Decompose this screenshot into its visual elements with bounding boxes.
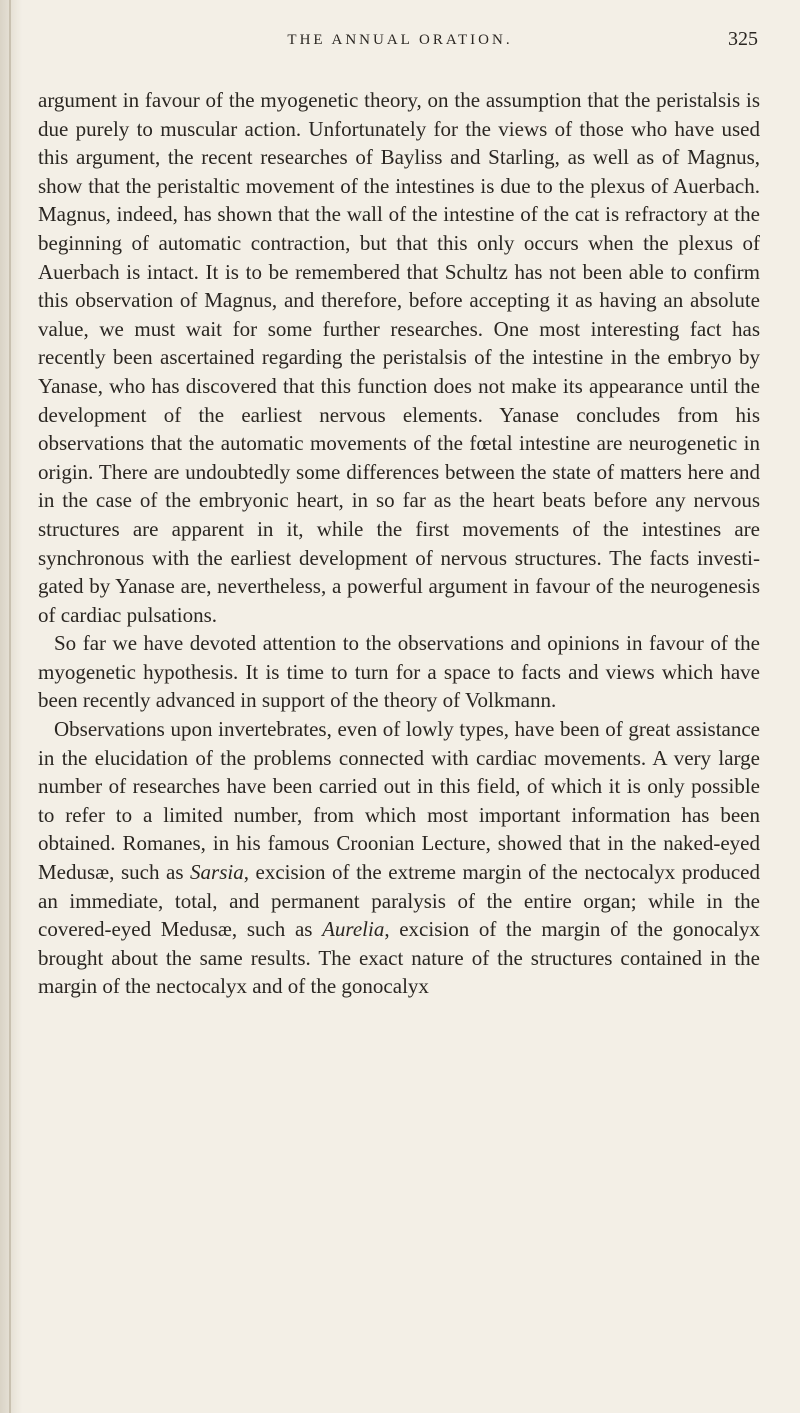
page-gutter-shadow xyxy=(0,0,22,1413)
page-header xyxy=(0,16,800,66)
paragraph-3-part-b: , excision of the extreme margin of the nectocalyx produced an immediate, total, and permanent paralysis of the entire organ; while in the covered-eyed Medusæ, such as xyxy=(38,860,760,942)
paragraph-3-part-c: , excision of the margin of the gonocalyx brought about the same results. The exact nature of the structures contained in the margin of the nectocalyx and of the gonocalyx xyxy=(38,917,761,999)
genus-sarsia: Sarsia xyxy=(190,860,244,885)
running-head: THE ANNUAL ORATION. xyxy=(287,32,513,48)
paragraph-2: So far we have devoted attention to the observations and opinions in favour of the myogenetic hypothesis. It is time to turn for a space to facts and views which have been recently advanced in support of the theory of Volkmann. xyxy=(38,631,760,713)
body-text xyxy=(38,86,760,1001)
binding-edge xyxy=(9,0,11,1413)
genus-aurelia: Aurelia xyxy=(322,917,385,942)
paragraph-3 xyxy=(38,715,760,1001)
paragraph-1: argument in favour of the myogenetic theory, on the assumption that the peristalsis is due purely to muscular action. Unfortunately for the views of those who have used this argument, the recent researches of Bayliss and Starling, as well as of Magnus, show that the peristaltic movement of the intestines is due to the plexus of Auerbach. Magnus, indeed, has shown that the wall of the intestine of the cat is refractory at the beginning of automatic contraction, but that this only occurs when the plexus of Auerbach is intact. It is to be remembered that Schultz has not been able to confirm this observation of Magnus, and therefore, before accepting it as having an absolute value, we must wait for some further researches. One most interesting fact has recently been ascertained regarding the peristalsis of the intestine in the embryo by Yanase, who has discovered that this function does not make its appearance until the development of the earliest nervous elements. Yanase concludes from his observations that the automatic movements of the fœtal intestine are neurogenetic in origin. There are undoubtedly some differences between the state of matters here and in the case of the embryonic heart, in so far as the heart beats before any nervous structures are apparent in it, while the first movements of the intestines are synchronous with the earliest development of nervous structures. The facts investigated by Yanase are, nevertheless, a powerful argument in favour of the neurogenesis of cardiac pulsations. xyxy=(38,88,760,627)
page-number: 325 xyxy=(728,28,758,50)
paragraph-3-part-a: Observations upon invertebrates, even of lowly types, have been of great assistance in the elucidation of the problems connected with cardiac movements. A very large number of researches have been carried out in this field, of which it is only possible to refer to a limited number, from which most important information has been obtained. Romanes, in his famous Croonian Lecture, showed that in the naked-eyed Medusæ, such as xyxy=(38,717,760,885)
